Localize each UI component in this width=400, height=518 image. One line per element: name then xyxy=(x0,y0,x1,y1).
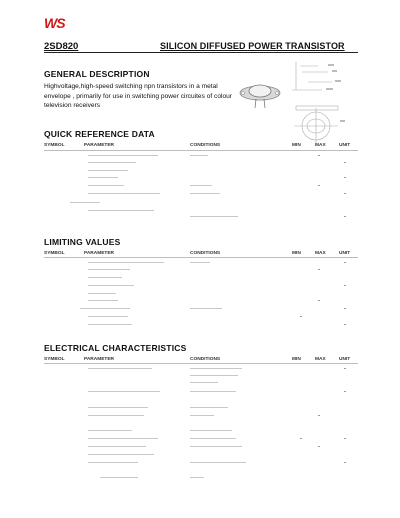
limiting-col-symbol: SYMBOL xyxy=(44,251,65,256)
general-description-text: Highvoltage,high-speed switching npn transistors in a metal envelope , primarily for use in switching power circuites of colour television receivers xyxy=(44,83,233,110)
limiting-values-heading: LIMITING VALUES xyxy=(44,237,121,247)
table-row xyxy=(88,210,154,211)
table-row xyxy=(88,262,164,263)
table-row xyxy=(344,308,346,309)
quick-reference-col-min: MIN xyxy=(292,143,301,148)
table-row xyxy=(88,454,154,455)
table-row xyxy=(344,368,346,369)
table-row xyxy=(318,446,320,447)
table-row xyxy=(190,477,204,478)
part-number: 2SD820 xyxy=(44,41,79,52)
electrical-col-unit: UNIT xyxy=(339,357,351,362)
table-row xyxy=(88,407,148,408)
quick-reference-col-max: MAX xyxy=(315,143,326,148)
table-row xyxy=(344,193,346,194)
table-row xyxy=(344,438,346,439)
table-row xyxy=(88,277,122,278)
table-row xyxy=(88,269,130,270)
electrical-characteristics-heading: ELECTRICAL CHARACTERISTICS xyxy=(44,343,187,353)
table-row xyxy=(88,438,158,439)
table-row xyxy=(88,316,128,317)
limiting-rule xyxy=(44,257,358,258)
table-row xyxy=(344,162,346,163)
header-rule xyxy=(44,52,358,53)
table-row xyxy=(88,293,116,294)
limiting-col-unit: UNIT xyxy=(339,251,351,256)
electrical-rule xyxy=(44,363,358,364)
table-row xyxy=(190,185,212,186)
table-row xyxy=(88,177,118,178)
table-row xyxy=(190,407,228,408)
company-logo: WS xyxy=(44,15,65,31)
table-row xyxy=(190,216,238,217)
limiting-col-max: MAX xyxy=(315,251,326,256)
table-row xyxy=(300,316,302,317)
quick-reference-col-parameter: PARAMETER xyxy=(84,143,115,148)
table-row xyxy=(190,368,242,369)
quick-reference-col-symbol: SYMBOL xyxy=(44,143,65,148)
table-row xyxy=(88,368,152,369)
table-row xyxy=(344,177,346,178)
table-row xyxy=(190,430,232,431)
package-dimension-drawing xyxy=(288,60,358,146)
table-row xyxy=(80,308,130,309)
table-row xyxy=(88,155,158,156)
electrical-col-symbol: SYMBOL xyxy=(44,357,65,362)
electrical-col-parameter: PARAMETER xyxy=(84,357,115,362)
table-row xyxy=(318,415,320,416)
table-row xyxy=(70,202,100,203)
table-row xyxy=(318,185,320,186)
table-row xyxy=(190,262,210,263)
table-row xyxy=(344,285,346,286)
document-title: SILICON DIFFUSED POWER TRANSISTOR xyxy=(160,41,345,51)
table-row xyxy=(190,308,222,309)
transistor-package-image xyxy=(236,80,286,110)
electrical-col-max: MAX xyxy=(315,357,326,362)
table-row xyxy=(88,324,132,325)
table-row xyxy=(190,382,218,383)
table-row xyxy=(344,391,346,392)
table-row xyxy=(88,391,160,392)
electrical-col-min: MIN xyxy=(292,357,301,362)
table-row xyxy=(190,193,220,194)
general-description-heading: GENERAL DESCRIPTION xyxy=(44,69,150,79)
quick-reference-heading: QUICK REFERENCE DATA xyxy=(44,129,155,139)
table-row xyxy=(190,438,236,439)
table-row xyxy=(190,391,236,392)
electrical-col-conditions: CONDITIONS xyxy=(190,357,221,362)
table-row xyxy=(88,185,124,186)
table-row xyxy=(100,477,138,478)
table-row xyxy=(88,415,144,416)
table-row xyxy=(344,462,346,463)
table-row xyxy=(88,193,160,194)
table-row xyxy=(190,415,214,416)
table-row xyxy=(190,462,246,463)
table-row xyxy=(318,300,320,301)
table-row xyxy=(88,162,136,163)
table-row xyxy=(300,438,302,439)
limiting-col-min: MIN xyxy=(292,251,301,256)
quick-reference-col-unit: UNIT xyxy=(339,143,351,148)
table-row xyxy=(88,285,134,286)
table-row xyxy=(344,216,346,217)
quick-reference-rule xyxy=(44,150,358,151)
limiting-col-conditions: CONDITIONS xyxy=(190,251,221,256)
table-row xyxy=(190,155,208,156)
table-row xyxy=(88,462,138,463)
limiting-col-parameter: PARAMETER xyxy=(84,251,115,256)
quick-reference-col-conditions: CONDITIONS xyxy=(190,143,221,148)
table-row xyxy=(88,430,132,431)
table-row xyxy=(344,262,346,263)
table-row xyxy=(318,155,320,156)
table-row xyxy=(318,269,320,270)
table-row xyxy=(88,446,146,447)
table-row xyxy=(190,375,238,376)
table-row xyxy=(88,170,128,171)
table-row xyxy=(190,446,242,447)
table-row xyxy=(88,300,118,301)
table-row xyxy=(344,324,346,325)
